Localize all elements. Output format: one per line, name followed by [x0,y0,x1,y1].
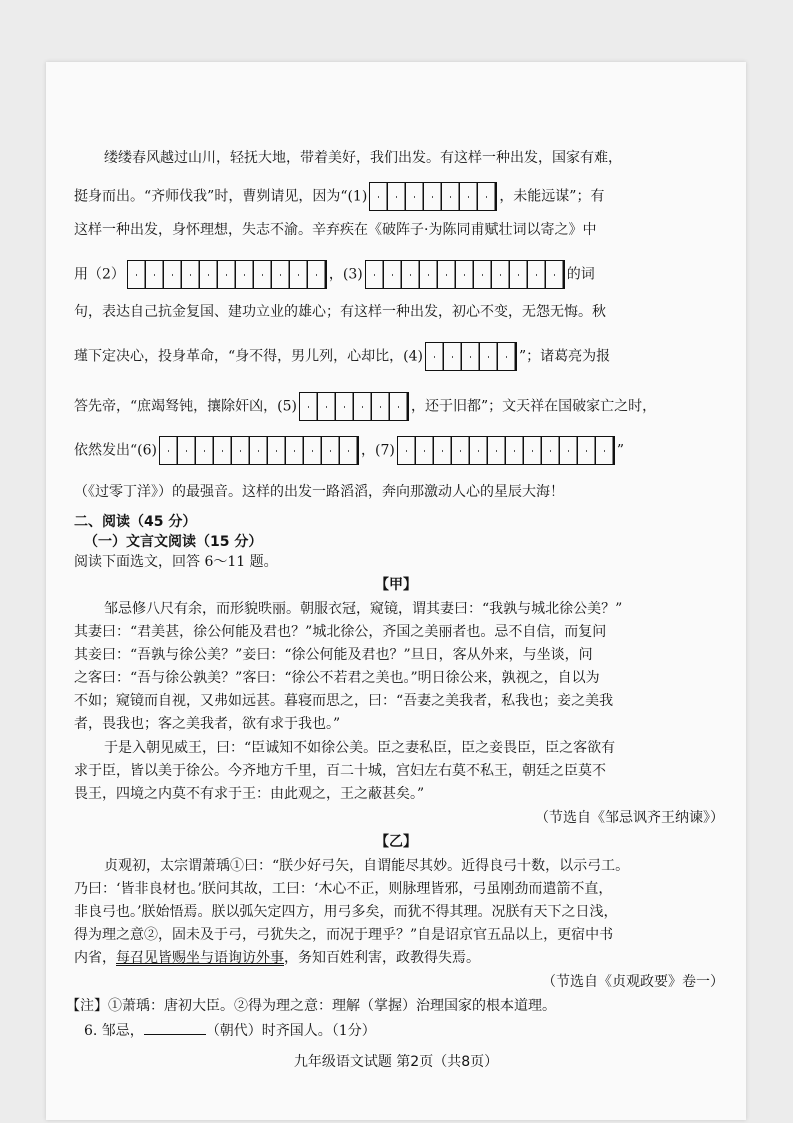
passage-jia-line: 于是入朝见威王，曰：“臣诚知不如徐公美。臣之妻私臣，臣之妾畏臣，臣之客欲有 [104,740,616,756]
answer-blank-6[interactable] [144,1020,206,1035]
intro-text: ，还于旧都”；文天祥在国破家亡之时， [411,398,657,415]
intro-text: 依然发出“(6) [74,442,157,459]
exam-page [46,62,746,1120]
question-text: 6. 邹忌， [84,1023,144,1039]
passage-yi-source: （节选自《贞观政要》卷一） [542,974,724,990]
passage-jia-line: 其妾曰：“吾孰与徐公美？”妾曰：“徐公何能及君也？”旦日，客从外来，与坐谈，问 [74,647,593,663]
intro-line [74,392,724,421]
answer-grid-6[interactable] [159,436,359,465]
section-title: 二、阅读（45 分） [74,514,197,530]
intro-line: （《过零丁洋》）的最强音。这样的出发一路滔滔，奔向那激动人心的星辰大海！ [74,484,564,500]
underlined-sentence: 每召见皆赐坐与语询访外事 [116,950,284,966]
intro-line [74,342,724,371]
passage-yi-line: 贞观初，太宗谓萧瑀①曰：“朕少好弓矢，自谓能尽其妙。近得良弓十数，以示弓工。 [104,858,630,874]
passage-yi-label: 【乙】 [375,834,417,850]
intro-line [74,182,724,211]
page-footer: 九年级语文试题 第2页（共8页） [293,1054,499,1070]
passage-yi-line: 乃曰：‘皆非良材也。’朕问其故，工曰：‘木心不正，则脉理皆邪，弓虽刚劲而遣箭不直， [74,881,613,897]
intro-text: ” [616,442,625,459]
answer-grid-2[interactable] [127,260,327,289]
passage-jia-line: 其妻曰：“君美甚，徐公何能及君也？”城北徐公，齐国之美丽者也。忌不自信，而复问 [74,624,607,640]
question-6 [84,1020,724,1041]
passage-jia-line: 邹忌修八尺有余，而形貌昳丽。朝服衣冠，窥镜，谓其妻曰：“我孰与城北徐公美？” [104,601,623,617]
answer-grid-1[interactable] [369,182,497,211]
passage-text: ，务知百姓利害，政教得失焉。 [284,950,480,966]
answer-grid-3[interactable] [365,260,565,289]
intro-text: 的词 [566,266,595,283]
intro-text: ，未能远谋”；有 [499,188,605,205]
intro-text: ，(7) [361,442,395,459]
answer-grid-4[interactable] [425,342,517,371]
intro-text: ，(3) [328,266,363,283]
passage-jia-line: 之客曰：“吾与徐公孰美？”客曰：“徐公不若君之美也。”明日徐公来，孰视之，自以为 [74,670,600,686]
subsection-title: （一）文言文阅读（15 分） [84,534,263,550]
intro-text: 答先帝，“庶竭驽钝，攘除奸凶，(5) [74,398,297,415]
answer-grid-5[interactable] [299,392,409,421]
passage-yi-line: 得为理之意②，固未及于弓，弓犹失之，而况于理乎？”自是诏京官五品以上，更宿中书 [74,927,614,943]
reading-instruction: 阅读下面选文，回答 6～11 题。 [74,554,278,570]
answer-grid-7[interactable] [397,436,615,465]
intro-text: 挺身而出。“齐师伐我”时，曹刿请见，因为“(1) [74,188,368,205]
intro-line: 缕缕春风越过山川，轻抚大地，带着美好，我们出发。有这样一种出发，国家有难， [104,150,622,166]
intro-line [74,260,724,289]
intro-line: 句，表达自己抗金复国、建功立业的雄心；有这样一种出发，初心不变，无怨无悔。秋 [74,304,606,320]
annotation-note: 【注】①萧瑀：唐初大臣。②得为理之意：理解（掌握）治理国家的根本道理。 [66,998,556,1014]
passage-jia-label: 【甲】 [375,577,417,593]
question-text: （朝代）时齐国人。（1分） [205,1023,376,1039]
passage-jia-source: （节选自《邹忌讽齐王纳谏》） [535,810,724,826]
intro-line: 这样一种出发，身怀理想，失志不渝。辛弃疾在《破阵子·为陈同甫赋壮词以寄之》中 [74,222,597,238]
passage-yi-line [74,948,724,968]
passage-yi-line: 非良弓也。’朕始悟焉。朕以弧矢定四方，用弓多矣，而犹不得其理。况朕有天下之日浅， [74,904,618,920]
intro-text: ”；诸葛亮为报 [519,348,611,365]
intro-text: 用（2） [74,266,125,283]
intro-line [74,436,724,465]
passage-jia-line: 求于臣，皆以美于徐公。今齐地方千里，百二十城，宫妇左右莫不私王，朝廷之臣莫不 [74,763,606,779]
passage-jia-line: 者，畏我也；客之美我者，欲有求于我也。” [74,716,341,732]
passage-jia-line: 畏王，四境之内莫不有求于王：由此观之，王之蔽甚矣。” [74,786,425,802]
passage-text: 内省， [74,950,116,966]
intro-text: 瑾下定决心，投身革命，“身不得，男儿列，心却比，(4) [74,348,423,365]
passage-jia-line: 不如；窥镜而自视，又弗如远甚。暮寝而思之，曰：“吾妻之美我者，私我也；妾之美我 [74,693,614,709]
